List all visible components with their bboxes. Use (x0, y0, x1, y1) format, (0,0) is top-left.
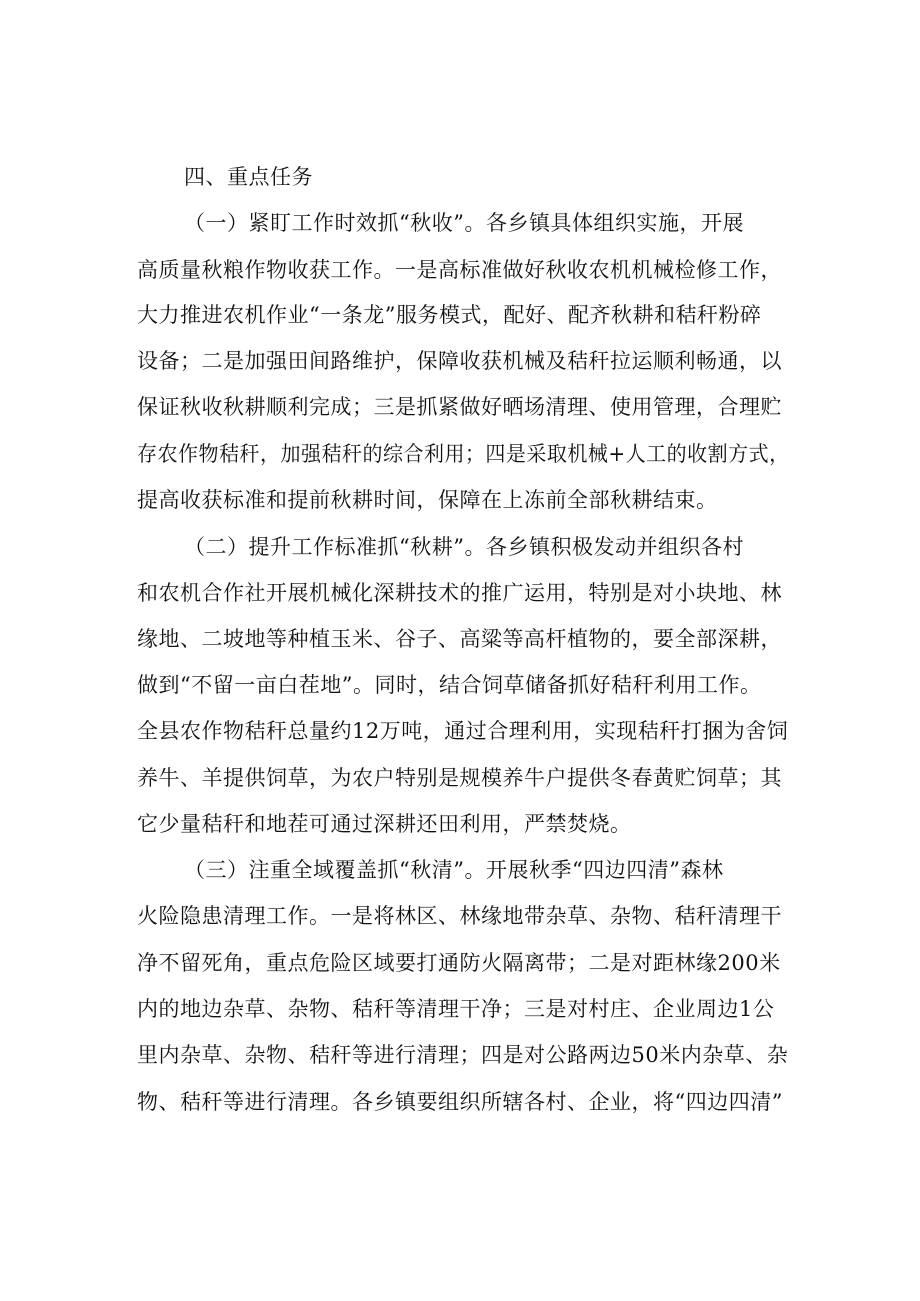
paragraph-2-line-2: 和农机合作社开展机械化深耕技术的推广运用，特别是对小块地、林 (137, 581, 782, 605)
paragraph-2-line-3: 缘地、二坡地等种植玉米、谷子、高粱等高杆植物的，要全部深耕， (137, 627, 782, 651)
paragraph-2-line-4: 做到“不留一亩白茬地”。同时，结合饲草储备抓好秸秆利用工作。 (137, 673, 762, 697)
paragraph-2-line-5: 全县农作物秸秆总量约12万吨，通过合理利用，实现秸秆打捆为舍饲 (137, 719, 789, 743)
section-heading: 四、重点任务 (184, 165, 313, 189)
paragraph-3-line-2: 火险隐患清理工作。一是将林区、林缘地带杂草、杂物、秸秆清理干 (137, 904, 782, 928)
paragraph-2-line-7: 它少量秸秆和地茬可通过深耕还田利用，严禁焚烧。 (137, 812, 632, 836)
paragraph-1-line-4: 设备；二是加强田间路维护，保障收获机械及秸秆拉运顺利畅通，以 (137, 349, 782, 373)
paragraph-1-line-7: 提高收获标准和提前秋耕时间，保障在上冻前全部秋耕结束。 (137, 488, 718, 512)
paragraph-1-line-2: 高质量秋粮作物收获工作。一是高标准做好秋收农机机械检修工作， (137, 258, 782, 282)
paragraph-1-line-6: 存农作物秸秆，加强秸秆的综合利用；四是采取机械+人工的收割方式， (137, 442, 790, 466)
paragraph-2-line-6: 养牛、羊提供饲草，为农户特别是规模养牛户提供冬春黄贮饲草；其 (137, 766, 782, 790)
paragraph-2-line-1: （二）提升工作标准抓“秋耕”。各乡镇积极发动并组织各村 (184, 535, 744, 559)
paragraph-3-line-3: 净不留死角，重点危险区域要打通防火隔离带；二是对距林缘200米 (137, 951, 781, 975)
paragraph-1-line-1: （一）紧盯工作时效抓“秋收”。各乡镇具体组织实施，开展 (184, 211, 744, 235)
paragraph-3-line-4: 内的地边杂草、杂物、秸秆等清理干净；三是对村庄、企业周边1公 (137, 997, 775, 1021)
paragraph-3-line-5: 里内杂草、杂物、秸秆等进行清理；四是对公路两边50米内杂草、杂 (137, 1043, 789, 1067)
paragraph-1-line-5: 保证秋收秋耕顺利完成；三是抓紧做好晒场清理、使用管理，合理贮 (137, 395, 782, 419)
paragraph-3-line-6: 物、秸秆等进行清理。各乡镇要组织所辖各村、企业，将“四边四清” (137, 1090, 783, 1114)
paragraph-3-line-1: （三）注重全域覆盖抓“秋清”。开展秋季“四边四清”森林 (184, 858, 724, 882)
paragraph-1-line-3: 大力推进农机作业“一条龙”服务模式，配好、配齐秋耕和秸秆粉碎 (137, 303, 762, 327)
